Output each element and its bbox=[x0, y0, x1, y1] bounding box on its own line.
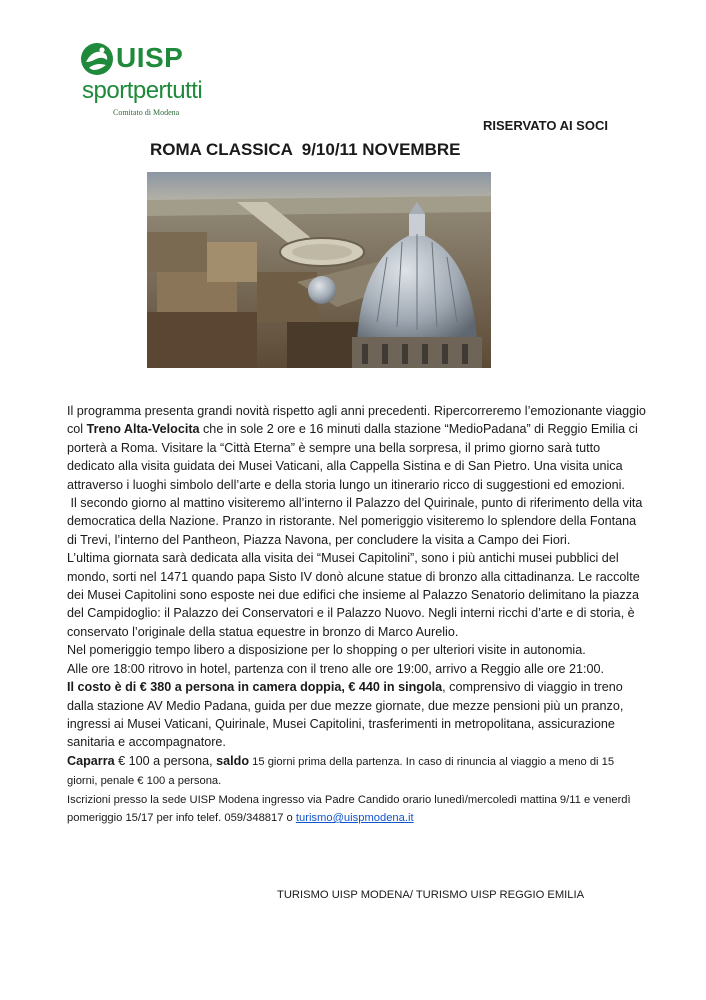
footer-organizers: TURISMO UISP MODENA/ TURISMO UISP REGGIO EMILIA bbox=[277, 889, 585, 901]
logo-wordmark: UISP bbox=[116, 42, 184, 73]
paragraph-cost bbox=[67, 678, 647, 752]
paragraph-deposit bbox=[67, 752, 647, 791]
paragraph-day-2: Il secondo giorno al mattino visiteremo all’interno il Palazzo del Quirinale, punto di riferimento della vita democratica della Nazione. Pranzo in ristorante. Nel pomeriggio visiteremo lo splendore della Fontana di Trevi, l’interno del Pantheon, Piazza Navona, per concludere la visita a Campo dei Fiori. bbox=[67, 496, 646, 547]
cost-details: , comprensivo di viaggio in treno dalla stazione AV Medio Padana, guida per due mezze giornate, due mezze pensioni più un pranzo, ingressi ai Musei Vaticani, Quirinale, Musei Capitolini, trasferimenti in metropolitana, assicurazione sanitaria e accompagnatore. bbox=[67, 680, 624, 750]
logo-committee: Comitato di Modena bbox=[113, 108, 180, 117]
logo-tagline: sportpertutti bbox=[82, 77, 203, 104]
paragraph-day-1 bbox=[67, 402, 647, 494]
program-description bbox=[67, 402, 647, 827]
balance-terms: 15 giorni prima della partenza. In caso di rinuncia al viaggio a meno di 15 giorni, penale € 100 a persona. bbox=[67, 755, 615, 788]
uisp-logo bbox=[80, 40, 230, 126]
paragraph-day-1-text: Il programma presenta grandi novità rispetto agli anni precedenti. Ripercorreremo l’emozionante viaggio col bbox=[67, 404, 646, 437]
deposit-amount: € 100 a persona, bbox=[114, 753, 217, 768]
page-title: ROMA CLASSICA 9/10/11 NOVEMBRE bbox=[150, 140, 461, 159]
deposit-label: Caparra bbox=[67, 753, 115, 768]
email-link[interactable]: turismo@uispmodena.it bbox=[295, 811, 414, 824]
train-highlight: Treno Alta-Velocita bbox=[86, 422, 200, 437]
uisp-runner-logo-icon bbox=[80, 42, 114, 76]
paragraph-free-time: Nel pomeriggio tempo libero a disposizione per lo shopping o per ulteriori visite in autonomia. bbox=[67, 643, 586, 658]
st-peters-aerial-image bbox=[147, 172, 491, 368]
reserved-notice: RISERVATO AI SOCI bbox=[483, 118, 608, 133]
paragraph-return: Alle ore 18:00 ritrovo in hotel, partenza con il treno alle ore 19:00, arrivo a Reggio alle ore 21:00. bbox=[67, 661, 604, 676]
rome-photo bbox=[147, 172, 491, 368]
paragraph-registration bbox=[67, 791, 647, 828]
cost-highlight: Il costo è di € 380 a persona in camera doppia, € 440 in singola bbox=[67, 680, 443, 695]
paragraph-day-1-rest: che in sole 2 ore e 16 minuti dalla stazione “MedioPadana” di Reggio Emilia ci porterà a Roma. Visitare la “Città Eterna” è sempre una bella sorpresa, il primo giorno sarà tutto dedicato alla visita guidata dei Musei Vaticani, alla Cappella Sistina e di San Pietro. Una visita unica attraverso i luoghi simbolo dell’arte e della storia lungo un itinerario ricco di suggestioni ed emozioni. bbox=[67, 422, 638, 492]
paragraph-day-3: L’ultima giornata sarà dedicata alla visita dei “Musei Capitolini”, sono i più antichi musei pubblici del mondo, sorti nel 1471 quando papa Sisto IV donò alcune statue di bronzo alla cittadinanza. Le raccolte dei Musei Capitolini sono esposte nei due edifici che insieme al Palazzo Senatorio delimitano la piazza del Campidoglio: il Palazzo dei Conservatori e il Palazzo Nuovo. Negli interni ricchi d’arte e di storia, è conservato l’originale della statua equestre in bronzo di Marco Aurelio. bbox=[67, 551, 640, 639]
balance-label: saldo bbox=[216, 753, 250, 768]
registration-info: Iscrizioni presso la sede UISP Modena ingresso via Padre Candido orario lunedì/mercoledì mattina 9/11 e venerdì pomeriggio 15/17 per info telef. 059/348817 o bbox=[67, 793, 631, 824]
